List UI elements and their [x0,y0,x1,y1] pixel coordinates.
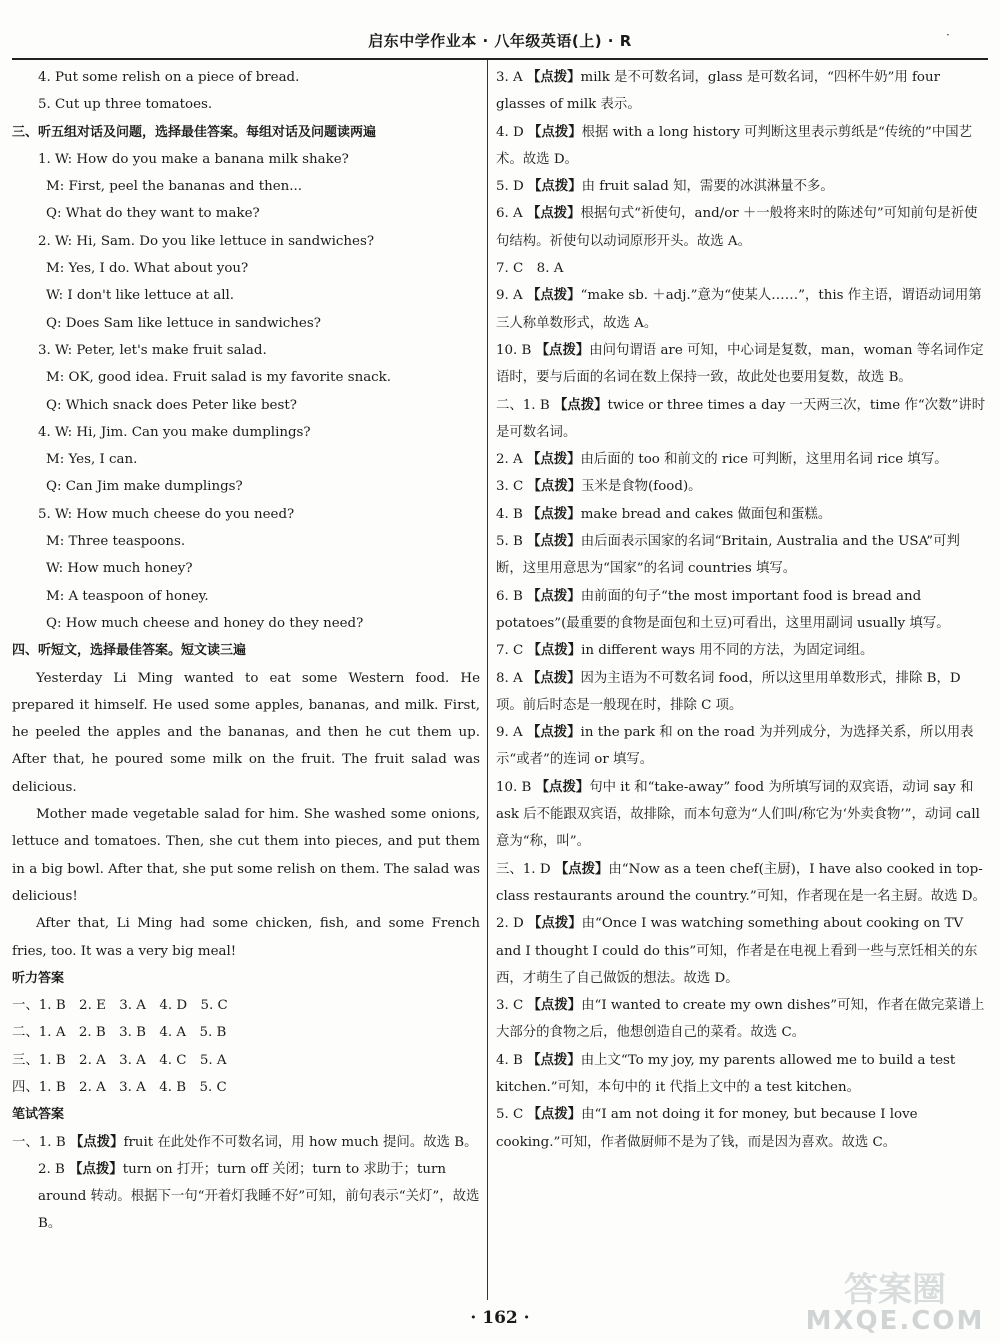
tip-tag: 【点拨】 [69,1134,124,1150]
answer-item [12,1129,480,1156]
answer-row: 四、1. B 2. A 3. A 4. B 5. C [12,1079,227,1095]
dialog-line: Q: Can Jim make dumplings? [46,479,243,495]
tip-tag: 【点拨】 [527,506,581,522]
answer-item [496,446,986,473]
answer-explanation: make bread and cakes 做面包和蛋糕。 [580,506,832,522]
dialog-line: M: OK, good idea. Fruit salad is my favorite snack. [46,370,392,386]
header-rule [12,58,988,60]
right-column [496,64,986,1156]
passage-paragraph: Mother made vegetable salad for him. She washed some onions, lettuce and tomatoes. Then, she cut them into pieces, and put them in a big bowl. After that, she put some relish on them. The salad was delicious! [12,807,480,904]
tip-tag: 【点拨】 [535,342,590,358]
tip-tag: 【点拨】 [527,479,582,495]
answer-label: 7. C 8. A [496,261,564,277]
tip-tag: 【点拨】 [527,588,581,604]
tip-tag: 【点拨】 [527,643,582,659]
dialog-line: Q: Does Sam like lettuce in sandwiches? [46,315,321,331]
answer-explanation: in the park 和 on the road 为并列成分，为选择关系，所以用表示“或者”的连词 or 填写。 [496,725,974,768]
answer-label: 三、1. D [496,861,551,877]
answer-item [496,910,986,992]
tip-tag: 【点拨】 [528,179,582,195]
answer-item [496,473,986,500]
dialog-line: Q: Which snack does Peter like best? [46,397,297,413]
answer-item [496,119,986,174]
answer-label: 8. A [496,670,523,686]
header-title: 启东中学作业本 · 八年级英语(上) · R [368,32,632,50]
answer-explanation: 由问句谓语 are 可知，中心词是复数，man，woman 等名词作定语时，要与后面的名词在数上保持一致，故此处也要用复数，故选 B。 [496,342,984,386]
answer-label: 3. C [496,479,524,495]
answer-explanation: in different ways 用不同的方法，为固定词组。 [581,643,874,659]
page-number: · 162 · [470,1308,530,1328]
dialog-line: Q: How much cheese and honey do they need? [46,615,364,631]
answer-explanation: turn on 打开；turn off 关闭；turn to 求助于；turn around 转动。根据下一句“开着灯我睡不好”可知，前句表示“关灯”，故选 B。 [38,1161,480,1232]
answer-explanation: 由后面的 too 和前文的 rice 可判断，这里用名词 rice 填写。 [580,452,948,468]
answer-explanation: 由前面的句子“the most important food is bread and potatoes”(最重要的食物是面包和土豆)可看出，这里用副词 usually 填写。 [496,588,950,631]
answer-label: 一、1. B [12,1134,66,1150]
answer-item [496,1047,986,1102]
answer-item [496,719,986,774]
corner-mark: · [946,28,950,42]
dialog-line: M: Three teaspoons. [46,534,186,550]
answer-explanation: 根据句式“祈使句，and/or ＋一般将来时的陈述句”可知前句是祈使句结构。祈使句以动词原形开头。故选 A。 [496,206,978,249]
dialog-line: 3. W: Peter, let's make fruit salad. [38,342,267,358]
answer-explanation: 由上文“To my joy, my parents allowed me to build a test kitchen.”可知，本句中的 it 代指上文中的 a test kitchen。 [496,1052,956,1095]
dialog-line: M: Yes, I can. [46,452,138,468]
written-answers-title: 笔试答案 [12,1107,65,1123]
answer-label: 6. A [496,206,523,222]
answer-item [496,637,986,664]
answer-explanation: 由后面表示国家的名词“Britain, Australia and the USA”可判断，这里用意思为“国家”的名词 countries 填写。 [496,534,960,577]
answer-label: 4. D [496,124,524,140]
tip-tag: 【点拨】 [527,998,582,1014]
answer-item [496,501,986,528]
answer-explanation: 由“I am not doing it for money, but because I love cooking.”可知，作者做厨师不是为了钱，而是因为喜欢。故选 C。 [496,1107,918,1150]
answer-label: 7. C [496,643,524,659]
answer-explanation: 由“Now as a teen chef(主厨)，I have also cooked in top-class restaurants around the country.”可知，作者现在是一名主厨。故选 D。 [496,861,986,904]
answer-label: 6. B [496,588,523,604]
tip-tag: 【点拨】 [527,1107,582,1123]
tip-tag: 【点拨】 [554,861,609,877]
answer-item [496,282,986,337]
answer-row: 三、1. B 2. A 3. A 4. C 5. A [12,1052,227,1068]
answer-item [496,255,986,282]
watermark-cn: 答案圈 [844,1270,946,1310]
tip-tag: 【点拨】 [526,670,581,686]
answer-explanation: 句中 it 和“take-away” food 为所填写词的双宾语，动词 say 和 ask 后不能跟双宾语，故排除，而本句意为“人们叫/称它为‘外卖食物’”，动词 call 意为“称，叫”。 [496,779,980,850]
answer-item [496,337,986,392]
answer-label: 4. B [496,1052,523,1068]
answer-row: 一、1. B 2. E 3. A 4. D 5. C [12,998,228,1014]
answer-item [496,1101,986,1156]
answer-label: 9. A [496,288,523,304]
tip-tag: 【点拨】 [526,70,581,85]
answer-label: 5. B [496,534,523,550]
answer-explanation: 玉米是食物(food)。 [581,479,702,495]
tip-tag: 【点拨】 [528,916,582,932]
watermark-url: MXQE.COM [805,1306,985,1336]
answer-item [496,528,986,583]
tip-tag: 【点拨】 [528,124,582,140]
passage-paragraph: Yesterday Li Ming wanted to eat some Western food. He prepared it himself. He used some apples, bananas, and milk. First, he peeled the apples and the bananas, and then he cut them up. After that, he poured some milk on the fruit. The fruit salad was delicious. [12,670,480,795]
answer-item [496,992,986,1047]
dialog-line: W: How much honey? [46,561,193,577]
answer-item [496,392,986,447]
answer-label: 2. B [38,1161,65,1177]
answer-explanation: twice or three times a day 一天两三次，time 作“次数”讲时是可数名词。 [496,397,986,440]
answer-label: 2. D [496,916,524,932]
answer-row: 二、1. A 2. B 3. B 4. A 5. B [12,1025,227,1041]
answer-explanation: 由 fruit salad 知，需要的冰淇淋量不多。 [581,179,834,195]
answer-item [496,173,986,200]
text-line: 4. Put some relish on a piece of bread. [38,70,300,85]
dialog-line: 4. W: Hi, Jim. Can you make dumplings? [38,424,311,440]
tip-tag: 【点拨】 [526,288,581,304]
left-column [12,64,480,1238]
section-title: 三、听五组对话及问题，选择最佳答案。每组对话及问题读两遍 [12,124,377,140]
column-divider [487,60,488,1300]
answer-item [496,665,986,720]
page-header [0,0,1000,62]
listening-answers-title: 听力答案 [12,970,65,986]
dialog-line: Q: What do they want to make? [46,206,260,222]
answer-item [496,774,986,856]
answer-explanation: 因为主语为不可数名词 food，所以这里用单数形式，排除 B，D 项。前后时态是一般现在时，排除 C 项。 [496,670,961,713]
answer-item [496,583,986,638]
passage-paragraph: After that, Li Ming had some chicken, fish, and some French fries, too. It was a very big meal! [12,916,480,959]
dialog-line: M: A teaspoon of honey. [46,588,209,604]
answer-label: 4. B [496,506,523,522]
answer-label: 3. C [496,998,524,1014]
tip-tag: 【点拨】 [526,725,581,741]
answer-explanation: 由“I wanted to create my own dishes”可知，作者在做完菜谱上大部分的食物之后，他想创造自己的菜肴。故选 C。 [496,998,985,1041]
dialog-line: 1. W: How do you make a banana milk shake? [38,151,349,167]
dialog-line: W: I don't like lettuce at all. [46,288,235,304]
answer-item [496,856,986,911]
answer-item [496,200,986,255]
dialog-line: 5. W: How much cheese do you need? [38,506,295,522]
answer-label: 10. B [496,342,532,358]
answer-label: 2. A [496,452,523,468]
answer-item [12,1156,480,1238]
answer-item [496,64,986,119]
answer-explanation: fruit 在此处作不可数名词，用 how much 提问。故选 B。 [123,1134,478,1150]
section-title: 四、听短文，选择最佳答案。短文读三遍 [12,643,247,659]
tip-tag: 【点拨】 [553,397,608,413]
answer-label: 9. A [496,725,523,741]
tip-tag: 【点拨】 [535,779,590,795]
text-line: 5. Cut up three tomatoes. [38,97,213,113]
tip-tag: 【点拨】 [526,452,581,468]
answer-label: 3. A [496,70,523,85]
tip-tag: 【点拨】 [527,534,581,550]
answer-explanation: 由“Once I was watching something about cooking on TV and I thought I could do this”可知，作者是在电视上看到一些与烹饪相关的东西，才萌生了自己做饭的想法。故选 D。 [496,916,978,986]
tip-tag: 【点拨】 [69,1161,123,1177]
answer-label: 5. C [496,1107,524,1123]
tip-tag: 【点拨】 [526,206,581,222]
answer-explanation: “make sb. ＋adj.”意为“使某人……”，this 作主语，谓语动词用第三人称单数形式，故选 A。 [496,288,982,331]
dialog-line: M: Yes, I do. What about you? [46,261,249,277]
answer-label: 10. B [496,779,532,795]
dialog-line: 2. W: Hi, Sam. Do you like lettuce in sandwiches? [38,233,374,249]
answer-explanation: 根据 with a long history 可判断这里表示剪纸是“传统的”中国艺术。故选 D。 [496,124,973,167]
dialog-line: M: First, peel the bananas and then... [46,179,303,195]
tip-tag: 【点拨】 [527,1052,581,1068]
answer-explanation: milk 是不可数名词，glass 是可数名词，“四杯牛奶”用 four glasses of milk 表示。 [496,70,941,113]
watermark-logo [800,1262,990,1338]
answer-label: 5. D [496,179,524,195]
answer-label: 二、1. B [496,397,550,413]
